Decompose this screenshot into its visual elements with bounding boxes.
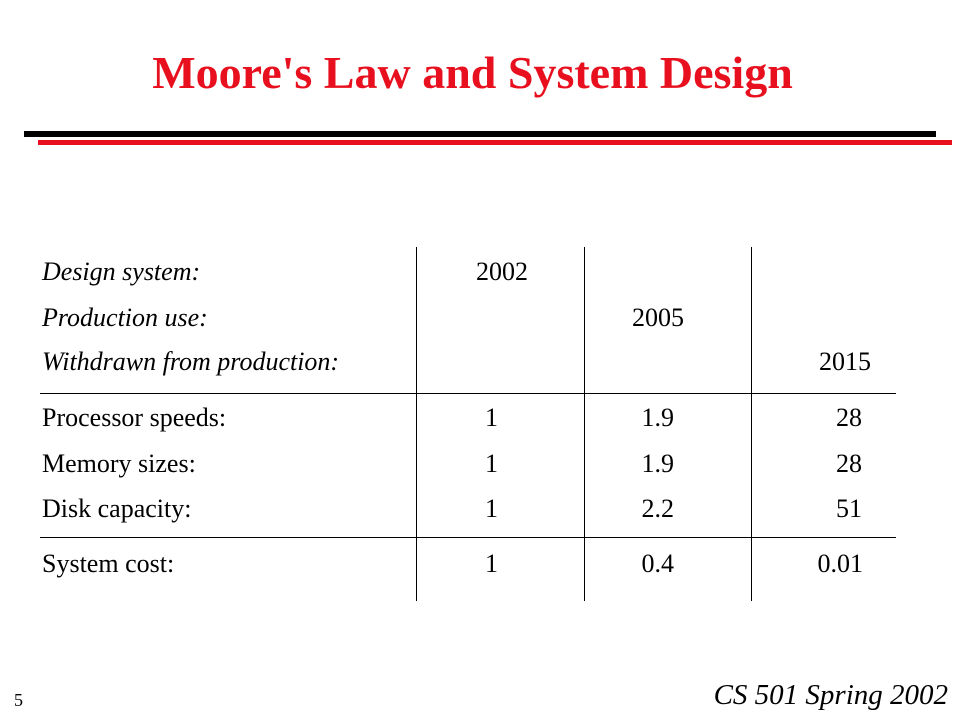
row-label-design-system: Design system: [42, 257, 201, 286]
cell-memory-2005: 1.9 [641, 449, 674, 478]
row-divider [40, 393, 896, 394]
course-footer: CS 501 Spring 2002 [713, 679, 948, 711]
cell-design-year: 2002 [476, 257, 528, 286]
cell-disk-2005: 2.2 [641, 494, 674, 523]
cell-disk-2015: 51 [836, 494, 862, 523]
row-label-memory-sizes: Memory sizes: [42, 449, 196, 478]
column-divider [584, 247, 585, 601]
title-divider-black [24, 131, 936, 137]
cell-processor-2002: 1 [485, 403, 498, 432]
cell-cost-2002: 1 [485, 549, 498, 578]
slide-title: Moore's Law and System Design [152, 47, 793, 98]
row-label-withdrawn: Withdrawn from production: [42, 347, 340, 376]
cell-processor-2005: 1.9 [641, 403, 674, 432]
cell-withdrawn-year: 2015 [819, 347, 871, 376]
cell-cost-2015: 0.01 [817, 549, 863, 578]
page-number: 5 [14, 690, 23, 710]
cell-production-year: 2005 [632, 303, 684, 332]
cell-memory-2015: 28 [836, 449, 862, 478]
row-divider [40, 537, 896, 538]
row-label-processor-speeds: Processor speeds: [42, 403, 227, 432]
row-label-system-cost: System cost: [42, 549, 175, 578]
title-divider-red [38, 140, 952, 145]
cell-disk-2002: 1 [485, 494, 498, 523]
cell-cost-2005: 0.4 [641, 549, 674, 578]
row-label-disk-capacity: Disk capacity: [42, 494, 192, 523]
cell-processor-2015: 28 [836, 403, 862, 432]
column-divider [416, 247, 417, 601]
cell-memory-2002: 1 [485, 449, 498, 478]
row-label-production-use: Production use: [42, 303, 208, 332]
